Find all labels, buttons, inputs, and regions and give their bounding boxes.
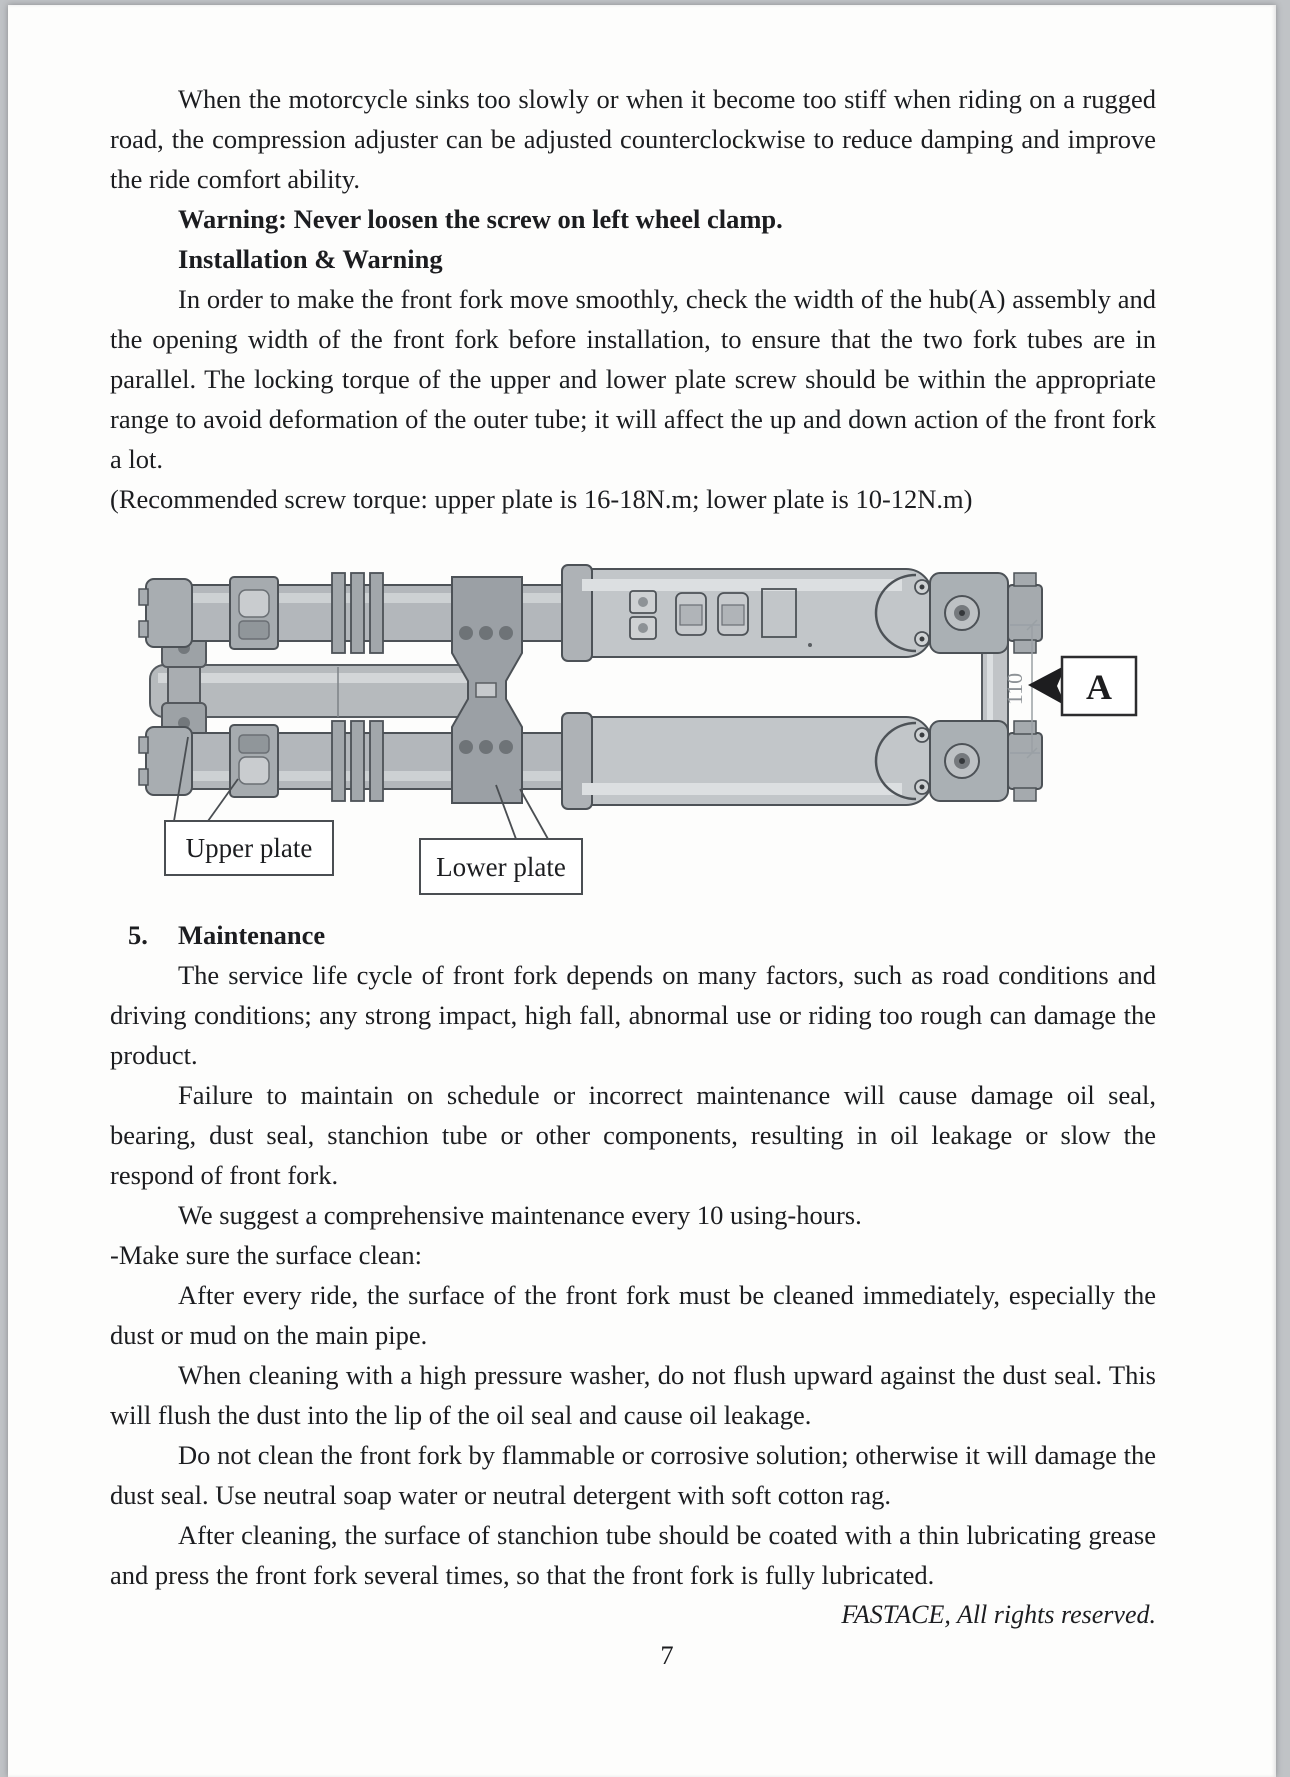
callout-a-label: A (1086, 667, 1112, 707)
label-upper-plate (165, 821, 333, 875)
callout-a-box (1062, 657, 1136, 715)
maintenance-paragraph-1: The service life cycle of front fork depends on many factors, such as road conditions and driving conditions; any strong impact, high fall, abnormal use or riding too rough can damage the product. (110, 960, 1156, 1070)
front-fork-diagram (110, 533, 1156, 915)
intro-paragraph: When the motorcycle sinks too slowly or when it become too stiff when riding on a rugged road, the compression adjuster can be adjusted counterclockwise to reduce damping and improve the ride comfort ability. (110, 84, 1156, 194)
label-lower-plate (420, 839, 582, 894)
footer-copyright: FASTACE, All rights reserved. (841, 1600, 1156, 1629)
maintenance-paragraph-8: After cleaning, the surface of stanchion tube should be coated with a thin lubricating grease and press the front fork several times, so that the front fork is fully lubricated. (110, 1520, 1156, 1590)
fork-top-leg (139, 565, 1042, 661)
maintenance-paragraph-5: After every ride, the surface of the front fork must be cleaned immediately, especially the dust or mud on the main pipe. (110, 1280, 1156, 1350)
maintenance-paragraph-6: When cleaning with a high pressure washer, do not flush upward against the dust seal. This will flush the dust into the lip of the oil seal and cause oil leakage. (110, 1360, 1156, 1430)
installation-heading: Installation & Warning (178, 244, 443, 274)
maintenance-heading: Maintenance (178, 920, 326, 950)
maintenance-paragraph-3: We suggest a comprehensive maintenance every 10 using-hours. (178, 1200, 862, 1230)
maintenance-heading-row (110, 915, 1156, 955)
warning-note: Warning: Never loosen the screw on left wheel clamp. (178, 204, 783, 234)
dimension-label: 110 (1002, 672, 1027, 706)
torque-note: (Recommended screw torque: upper plate is 16-18N.m; lower plate is 10-12N.m) (110, 484, 973, 514)
installation-paragraph: In order to make the front fork move smoothly, check the width of the hub(A) assembly and the opening width of the front fork before installation, to ensure that the two fork tubes are in parallel. The locking torque of the upper and lower plate screw should be within the appropriate range to avoid deformation of the outer tube; it will affect the up and down action of the front fork a lot. (110, 284, 1156, 474)
maintenance-paragraph-7: Do not clean the front fork by flammable or corrosive solution; otherwise it will damage the dust seal. Use neutral soap water or neutral detergent with soft cotton rag. (110, 1440, 1156, 1510)
page-content (110, 5, 1156, 1675)
maintenance-paragraph-4: -Make sure the surface clean: (110, 1240, 422, 1270)
page-number: 7 (660, 1640, 674, 1670)
document-page (8, 5, 1276, 1777)
maintenance-paragraph-2: Failure to maintain on schedule or incorrect maintenance will cause damage oil seal, bearing, dust seal, stanchion tube or other components, resulting in oil leakage or slow the respond of front fork. (110, 1080, 1156, 1190)
front-fork-drawing (110, 533, 1156, 915)
lower-plate-label-text: Lower plate (436, 852, 566, 882)
fork-bottom-leg (139, 713, 1042, 809)
upper-plate-label-text: Upper plate (185, 833, 313, 863)
maintenance-section-number: 5. (128, 920, 148, 950)
callout-a-arrow (1028, 665, 1066, 706)
